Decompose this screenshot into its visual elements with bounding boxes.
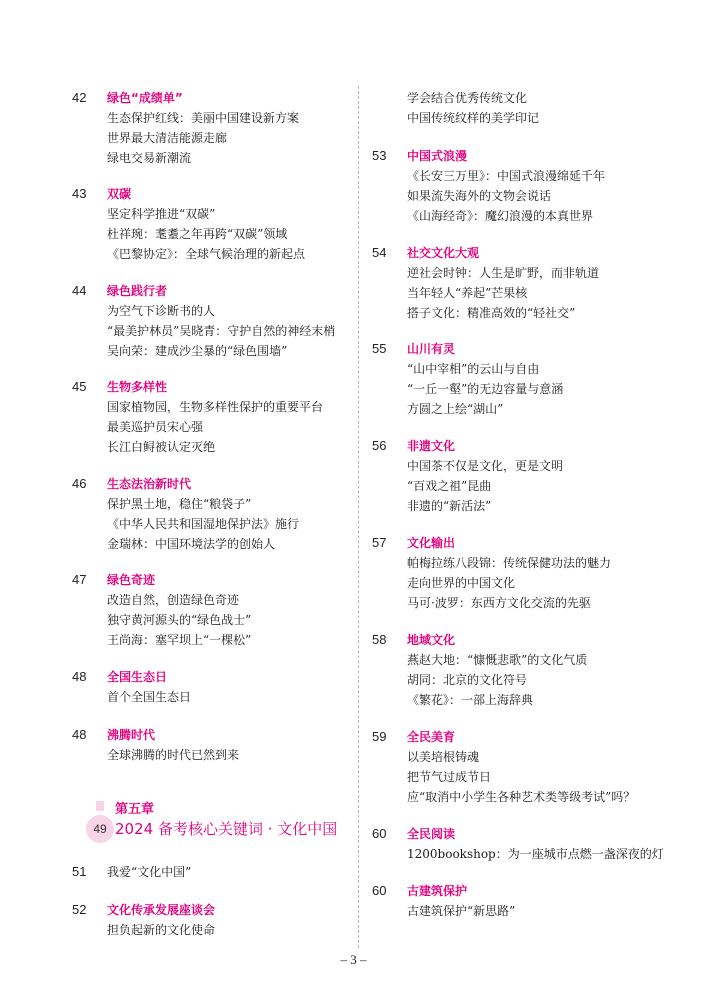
page-number: 57 bbox=[372, 535, 387, 550]
page-number: 53 bbox=[372, 148, 387, 163]
section-title: 沸腾时代 bbox=[107, 728, 156, 742]
section-title: 社交文化大观 bbox=[407, 246, 480, 260]
section-title: 文化输出 bbox=[407, 536, 456, 550]
article-title: 生态保护红线：美丽中国建设新方案 bbox=[107, 111, 300, 125]
article-title: 方圆之上绘“湖山” bbox=[407, 402, 504, 416]
article-title: 为空气下诊断书的人 bbox=[107, 304, 216, 318]
section-title: 生态法治新时代 bbox=[107, 477, 192, 491]
page-number: 54 bbox=[372, 245, 387, 260]
article-title: 首个全国生态日 bbox=[107, 690, 192, 704]
page-number: 58 bbox=[372, 632, 387, 647]
section-title: 绿色奇迹 bbox=[107, 573, 156, 587]
page-number: 46 bbox=[72, 476, 87, 491]
page-number: 48 bbox=[72, 727, 87, 742]
article-title: 古建筑保护“新思路” bbox=[407, 904, 516, 918]
article-title: “最美护林员”吴晓青：守护自然的神经末梢 bbox=[107, 324, 336, 338]
page-number: 52 bbox=[72, 902, 87, 917]
article-title: 当年轻人“养起”芒果核 bbox=[407, 286, 528, 300]
section-title: 生物多样性 bbox=[107, 380, 168, 394]
page-number: 44 bbox=[72, 283, 87, 298]
section-title: 古建筑保护 bbox=[407, 884, 468, 898]
section-title: 中国式浪漫 bbox=[407, 149, 468, 163]
article-title: 应“取消中小学生各种艺术类等级考试”吗？ bbox=[407, 790, 636, 804]
article-title: 长江白鲟被认定灭绝 bbox=[107, 440, 216, 454]
article-title: 最美巡护员宋心强 bbox=[107, 420, 204, 434]
section-title: 山川有灵 bbox=[407, 342, 456, 356]
page-number: 45 bbox=[72, 379, 87, 394]
article-title: 马可·波罗：东西方文化交流的先驱 bbox=[407, 596, 591, 610]
section-title: 全国生态日 bbox=[107, 670, 168, 684]
article-title: 逆社会时钟：人生是旷野，而非轨道 bbox=[407, 266, 600, 280]
article-title: 坚定科学推进“双碳” bbox=[107, 207, 216, 221]
article-title: “山中宰相”的云山与自由 bbox=[407, 362, 540, 376]
article-title: 把节气过成节日 bbox=[407, 770, 492, 784]
article-title: 1200bookshop：为一座城市点燃一盏深夜的灯 bbox=[407, 847, 664, 861]
page-number: 42 bbox=[72, 90, 87, 105]
article-title: 国家植物园，生物多样性保护的重要平台 bbox=[107, 400, 324, 414]
section-title: 文化传承发展座谈会 bbox=[107, 903, 216, 917]
page-number: 43 bbox=[72, 186, 87, 201]
page-number: 60 bbox=[372, 826, 387, 841]
chapter-marker bbox=[96, 801, 104, 811]
article-title: 保护黑土地，稳住“粮袋子” bbox=[107, 497, 252, 511]
article-title: 担负起新的文化使命 bbox=[107, 923, 216, 937]
article-title: 胡同：北京的文化符号 bbox=[407, 673, 528, 687]
article-title: 搭子文化：精准高效的“轻社交” bbox=[407, 306, 576, 320]
article-title: 如果流失海外的文物会说话 bbox=[407, 189, 552, 203]
page-number: 51 bbox=[72, 864, 87, 879]
section-title: 绿色践行者 bbox=[107, 284, 168, 298]
page-number: 48 bbox=[72, 669, 87, 684]
article-title: 学会结合优秀传统文化 bbox=[407, 91, 528, 105]
section-title: 双碳 bbox=[107, 187, 132, 201]
article-title: 燕赵大地：“慷慨悲歌”的文化气质 bbox=[407, 653, 588, 667]
page-number: 47 bbox=[72, 572, 87, 587]
article-title: 全球沸腾的时代已然到来 bbox=[107, 748, 240, 762]
article-title: 以美培根铸魂 bbox=[407, 750, 480, 764]
article-title: 世界最大清洁能源走廊 bbox=[107, 131, 228, 145]
article-title: 改造自然，创造绿色奇迹 bbox=[107, 593, 240, 607]
chapter-page-badge: 49 bbox=[86, 815, 114, 843]
section-title: 全民阅读 bbox=[407, 827, 456, 841]
section-title: 地域文化 bbox=[407, 633, 456, 647]
article-title: “百戏之祖”昆曲 bbox=[407, 479, 492, 493]
footer-page-number: – 3 – bbox=[340, 952, 367, 967]
article-title: 《繁花》：一部上海辞典 bbox=[407, 693, 534, 707]
article-title: 我爱“文化中国” bbox=[107, 865, 192, 879]
article-title: 吴向荣：建成沙尘暴的“绿色围墙” bbox=[107, 344, 288, 358]
section-title: 非遗文化 bbox=[407, 439, 456, 453]
article-title: 王尚海：塞罕坝上“一棵松” bbox=[107, 633, 252, 647]
article-title: 《山海经奇》：魔幻浪漫的本真世界 bbox=[407, 209, 594, 223]
section-title: 全民美育 bbox=[407, 730, 456, 744]
article-title: 中国茶不仅是文化，更是文明 bbox=[407, 459, 564, 473]
article-title: 金瑞林：中国环境法学的创始人 bbox=[107, 537, 276, 551]
page-number: 55 bbox=[372, 341, 387, 356]
article-title: 独守黄河源头的“绿色战士” bbox=[107, 613, 252, 627]
article-title: 绿电交易新潮流 bbox=[107, 151, 192, 165]
chapter-label: 第五章 bbox=[115, 802, 155, 817]
column-divider bbox=[358, 86, 359, 948]
page-number: 56 bbox=[372, 438, 387, 453]
article-title: 帕梅拉练八段锦：传统保健功法的魅力 bbox=[407, 556, 612, 570]
article-title: 《长安三万里》：中国式浪漫绵延千年 bbox=[407, 169, 606, 183]
article-title: 《中华人民共和国湿地保护法》施行 bbox=[107, 517, 300, 531]
page-number: 59 bbox=[372, 729, 387, 744]
section-title: 绿色“成绩单” bbox=[107, 91, 183, 105]
article-title: 非遗的“新活法” bbox=[407, 499, 492, 513]
article-title: 中国传统纹样的美学印记 bbox=[407, 111, 540, 125]
article-title: 走向世界的中国文化 bbox=[407, 576, 516, 590]
page-number: 60 bbox=[372, 883, 387, 898]
article-title: 《巴黎协定》：全球气候治理的新起点 bbox=[107, 247, 306, 261]
chapter-title: 2024 备考核心关键词 · 文化中国 bbox=[115, 820, 338, 838]
article-title: “一丘一壑”的无边容量与意涵 bbox=[407, 382, 564, 396]
article-title: 杜祥琬：耄耋之年再跨“双碳”领域 bbox=[107, 227, 288, 241]
